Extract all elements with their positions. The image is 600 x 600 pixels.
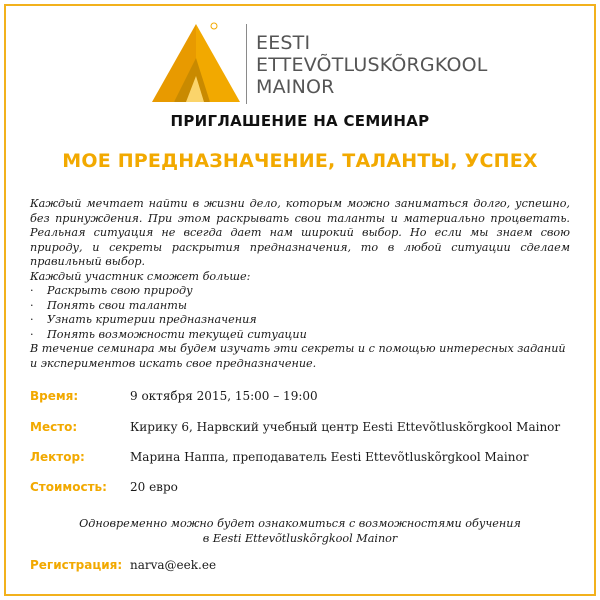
list-item: · Понять свои таланты [30, 298, 187, 312]
lecturer-value: Марина Наппа, преподаватель Eesti Ettevõtluskõrgkool Mainor [130, 450, 529, 464]
time-label: Время: [30, 389, 79, 403]
registration-label: Регистрация: [30, 558, 123, 572]
bullet-marker: · [30, 313, 34, 326]
logo-line-3: MAINOR [256, 76, 335, 98]
closing-paragraph: В течение семинара мы будем изучать эти секреты и с помощью интересных заданий и экспериментов искать свое предназначение. [30, 342, 566, 370]
time-value: 9 октября 2015, 15:00 – 19:00 [130, 389, 318, 403]
registration-row [30, 558, 570, 576]
footer-note [0, 516, 600, 546]
list-item: · Понять возможности текущей ситуации [30, 327, 307, 341]
intro-paragraph: Каждый мечтает найти в жизни дело, которым можно заниматься долго, успешно, без принуждения. При этом раскрывать свои таланты и материально процветать. Реальная ситуация не всегда дает нам широкий выбор. Но если мы знаем свою природу, и секреты раскрытия предназначения, то в любой ситуации сделаем правильный выбор. [30, 197, 570, 268]
seminar-headline: МОЕ ПРЕДНАЗНАЧЕНИЕ, ТАЛАНТЫ, УСПЕХ [62, 150, 538, 172]
time-row [30, 389, 570, 407]
bullet-marker: · [30, 284, 34, 297]
logo-line-2: ETTEVÕTLUSKÕRGKOOL [256, 54, 488, 76]
bullet-marker: · [30, 298, 34, 312]
mainor-logo-icon [148, 18, 243, 110]
mainor-logo [148, 18, 488, 108]
invite-title: ПРИГЛАШЕНИЕ НА СЕМИНАР [170, 112, 430, 130]
place-row [30, 420, 570, 438]
footer-line-1: Одновременно можно будет ознакомиться с возможностями обучения [79, 517, 521, 530]
logo-divider [246, 24, 247, 104]
registration-email: narva@eek.ee [130, 558, 217, 572]
logo-line-1: EESTI [256, 32, 311, 54]
logo-wordmark [256, 32, 488, 98]
place-value: Кирику 6, Нарвский учебный центр Eesti Ettevõtluskõrgkool Mainor [130, 420, 561, 434]
seminar-description [30, 197, 570, 371]
list-item: · Узнать критерии предназначения [30, 313, 257, 326]
price-row [30, 480, 570, 498]
bullet-marker: · [30, 327, 34, 341]
list-item: · Раскрыть свою природу [30, 284, 193, 297]
benefits-intro: Каждый участник сможет больше: [30, 269, 251, 283]
place-label: Место: [30, 420, 78, 434]
price-value: 20 евро [130, 480, 178, 494]
lecturer-row [30, 450, 570, 468]
lecturer-label: Лектор: [30, 450, 85, 464]
benefits-list [30, 284, 570, 342]
price-label: Стоимость: [30, 480, 107, 494]
footer-line-2: в Eesti Ettevõtluskõrgkool Mainor [202, 532, 398, 545]
